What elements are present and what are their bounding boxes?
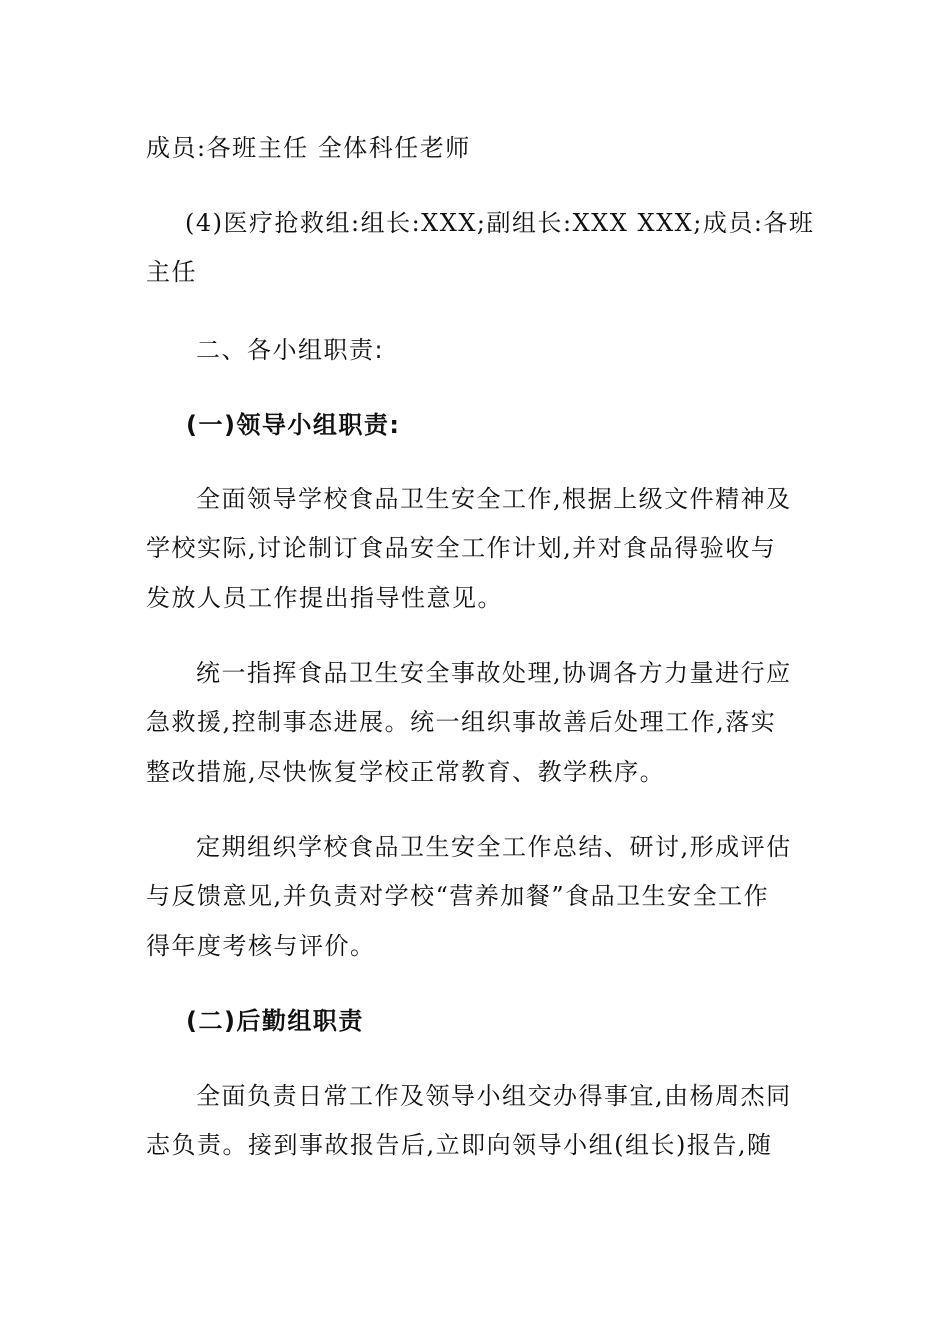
paragraph-2-line-1: 统一指挥食品卫生安全事故处理,协调各方力量进行应 bbox=[196, 659, 792, 687]
paragraph-3-line-3: 得年度考核与评价。 bbox=[146, 932, 376, 960]
paragraph-4-line-1: 全面负责日常工作及领导小组交办得事宜,由杨周杰同 bbox=[196, 1082, 792, 1110]
paragraph-3-line-2: 与反馈意见,并负责对学校“营养加餐”食品卫生安全工作 bbox=[146, 882, 770, 910]
paragraph-2-line-2: 急救援,控制事态进展。统一组织事故善后处理工作,落实 bbox=[146, 708, 777, 736]
medical-group-continuation: 主任 bbox=[146, 258, 197, 286]
section-heading-duties: 二、各小组职责: bbox=[196, 336, 385, 364]
paragraph-1-line-3: 发放人员工作提出指导性意见。 bbox=[146, 584, 503, 612]
subsection-heading-leadership: (一)领导小组职责: bbox=[186, 411, 401, 439]
paragraph-4-line-2: 志负责。接到事故报告后,立即向领导小组(组长)报告,随 bbox=[146, 1131, 773, 1159]
subsection-heading-logistics: (二)后勤组职责 bbox=[186, 1007, 364, 1035]
paragraph-1-line-1: 全面领导学校食品卫生安全工作,根据上级文件精神及 bbox=[196, 485, 792, 513]
paragraph-2-line-3: 整改措施,尽快恢复学校正常教育、教学秩序。 bbox=[146, 758, 666, 786]
medical-group-line: (4)医疗抢救组:组长:XXX;副组长:XXX XXX;成员:各班 bbox=[185, 209, 815, 237]
paragraph-3-line-1: 定期组织学校食品卫生安全工作总结、研讨,形成评估 bbox=[196, 833, 792, 861]
members-line: 成员:各班主任 全体科任老师 bbox=[146, 134, 471, 162]
paragraph-1-line-2: 学校实际,讨论制订食品安全工作计划,并对食品得验收与 bbox=[146, 534, 777, 562]
